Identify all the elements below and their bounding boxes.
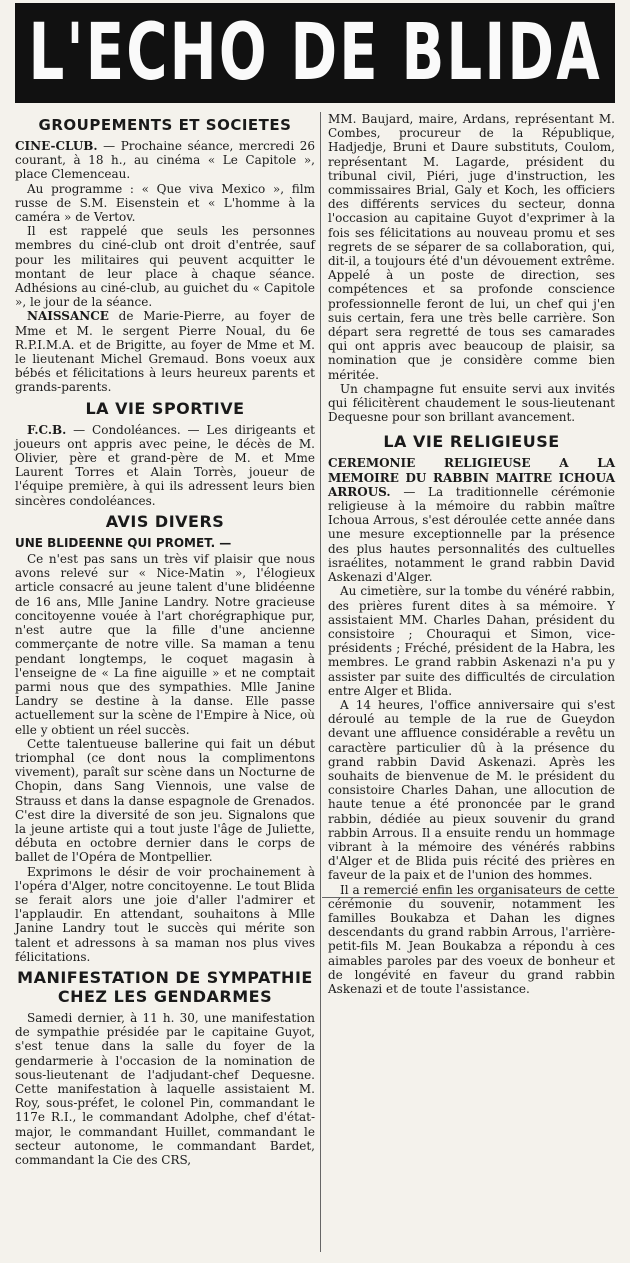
religieuse-paragraph-2: Au cimetière, sur la tombe du vénéré rabbin, des prières furent dites à sa mémoire. Y assistaient MM. Charles Dahan, président du consistoire ; Chouraqui et Simon, vice-présidents ; Fréché, président de la Habra, les membres. Le grand rabbin Askenazi n'a pu y assister par suite des difficultés de circulation entre Alger et Blida. — [328, 584, 615, 698]
naissance-paragraph — [15, 309, 315, 394]
masthead-title: L'ECHO DE BLIDA — [28, 8, 602, 98]
cineclub-programme: Au programme : « Que viva Mexico », film russe de S.M. Eisenstein et « L'homme à la caméra » de Vertov. — [15, 181, 315, 225]
sportive-paragraph — [15, 423, 315, 508]
cineclub-lead: CINE-CLUB. — [15, 139, 98, 153]
sportive-text: — Condoléances. — Les dirigeants et joueurs ont appris avec peine, le décès de M. Olivier, père et grand-père de M. et Mme Laurent Torres et Alain Torrès, joueur de l'équipe première, à qui ils adressent leurs bien sincères condoléances. — [15, 422, 315, 508]
masthead — [15, 3, 615, 103]
sportive-lead: F.C.B. — [27, 422, 67, 437]
naissance-lead: NAISSANCE — [27, 309, 109, 324]
column-divider — [320, 112, 321, 1252]
manifestation-title-2: CHEZ LES GENDARMES — [57, 986, 273, 1006]
right-column — [328, 112, 615, 996]
cineclub-text: — Prochaine séance, mercredi 26 courant, à 18 h., au cinéma « Le Capitole », place Clemenceau. — [15, 139, 315, 182]
cineclub-paragraph — [15, 139, 315, 182]
avis-paragraph-1: Ce n'est pas sans un très vif plaisir que nous avons relevé sur « Nice-Matin », l'élogieux article consacré au jeune talent d'une blidéenne de 16 ans, Mlle Janine Landry. Notre gracieuse concitoyenne vouée à l'art chorégraphique pur, n'est autre que la fille d'une ancienne commerçante de notre ville. Sa maman a tenu pendant longtemps, le coquet magasin à l'enseigne de « La fine aiguille » et ne comptait parmi nous que des sympathies. Mlle Janine Landry se destine à la danse. Elle passe actuellement sur la scène de l'Empire à Nice, où elle y obtient un réel succès. — [15, 552, 315, 737]
religieuse-title: LA VIE RELIGIEUSE — [383, 432, 560, 452]
religieuse-text-1: — La traditionnelle cérémonie religieuse à la mémoire du rabbin maître Ichoua Arrous, s'est déroulée cette année dans une mesure exceptionnelle par la présence des plus hautes personnalités des cultuelles israélites, notamment le grand rabbin David Askenazi d'Alger. — [328, 484, 615, 585]
religieuse-paragraph-3: A 14 heures, l'office anniversaire qui s'est déroulé au temple de la rue de Gueydon devant une affluence considérable a revêtu un caractère particulier dû à la présence du grand rabbin David Askenazi. Après les souhaits de bienvenue de M. le président du consistoire Charles Dahan, une allocution de haute tenue a été prononcée par le grand rabbin, dédiée au pieux souvenir du grand rabbin Arrous. Il a ensuite rendu un hommage vibrant à la mémoire des vénérés rabbins d'Alger et de Blida puis récité des prières en faveur de la paix et de l'union des hommes. — [328, 697, 615, 883]
cineclub-rappel: Il est rappelé que seuls les personnes membres du ciné-club ont droit d'entrée, sauf pour les militaires qui peuvent acquitter le montant de leur place à chaque séance. Adhésions au ciné-club, au guichet du « Capitole », le jour de la séance. — [15, 224, 315, 310]
manifestation-paragraph-1: Samedi dernier, à 11 h. 30, une manifestation de sympathie présidée par le capitaine Guyot, s'est tenue dans la salle du foyer de la gendarmerie à l'occasion de la nomination de sous-lieutenant de l'adjudant-chef Dequesne. Cette manifestation à laquelle assistaient M. Roy, sous-préfet, le colonel Pin, commandant le 117e R.I., le commandant Adolphe, chef d'état-major, le commandant Huillet, commandant le secteur autonome, le commandant Bardet, commandant la Cie des CRS, — [15, 1010, 315, 1167]
manifestation-paragraph-2: MM. Baujard, maire, Ardans, représentant M. Combes, procureur de la République, Hadjedje, Bruni et Daure substituts, Coulom, représentant M. Lagarde, président du tribunal civil, Piéri, juge d'instruction, les commissaires Brial, Galy et Koch, les officiers des différents services du secteur, donna l'occasion au capitaine Guyot d'exprimer à la fois ses félicitations au nouveau promu et ses regrets de se séparer de sa collaboration, qui, dit-il, a toujours été d'un dévouement extrême. Appelé à un poste de direction, ses compétences et sa profonde conscience professionnelle feront de lui, un chef qui j'en suis certain, fera une très belle carrière. Son départ sera regretté de tous ses camarades qui ont appris avec beaucoup de plaisir, sa nomination que je considère comme bien méritée. — [328, 112, 615, 382]
avis-subtitle: UNE BLIDEENNE QUI PROMET. — — [15, 535, 232, 550]
religieuse-paragraph-1 — [328, 456, 615, 584]
left-column — [15, 112, 315, 1257]
avis-paragraph-3: Exprimons le désir de voir prochainement à l'opéra d'Alger, notre concitoyenne. Le tout Blida se ferait alors une joie d'aller l'admirer et l'applaudir. En attendant, souhaitons à Mlle Janine Landry tout le succès qui mérite son talent et adressons à sa maman nos plus vives félicitations. — [15, 864, 315, 964]
avis-title: AVIS DIVERS — [105, 511, 225, 531]
religieuse-paragraph-4: Il a remercié enfin les organisateurs de cette cérémonie du souvenir, notamment les familles Boukabza et Dahan les dignes descendants du grand rabbin Arrous, l'arrière-petit-fils M. Jean Boukabza a répondu à ces aimables paroles par des voeux de bonheur et de longévité en faveur du grand rabbin Askenazi et de toute l'assistance. — [328, 882, 615, 996]
manifestation-title-1: MANIFESTATION DE SYMPATHIE — [17, 967, 313, 987]
naissance-text: de Marie-Pierre, au foyer de Mme et M. le sergent Pierre Noual, du 6e R.P.I.M.A. et de Brigitte, au foyer de Mme et M. le lieutenant Michel Gremaud. Bons voeux aux bébés et félicitations à leurs heureux parents et grands-parents. — [15, 309, 315, 395]
sportive-title: LA VIE SPORTIVE — [85, 398, 245, 418]
avis-paragraph-2: Cette talentueuse ballerine qui fait un début triomphal (ce dont nous la complimentons vivement), paraît sur scène dans un Nocturne de Chopin, dans Sang Viennois, une valse de Strauss et dans la danse espagnole de Grenados. C'est dire la diversité de son jeu. Signalons que la jeune artiste qui a tout juste l'âge de Juliette, débuta en octobre dernier dans le corps de ballet de l'Opéra de Montpellier. — [15, 736, 315, 865]
religieuse-subtitle: CEREMONIE RELIGIEUSE A LA MEMOIRE DU RABBIN MAITRE ICHOUA ARROUS. — [328, 456, 615, 499]
groupements-title: GROUPEMENTS ET SOCIETES — [38, 116, 292, 134]
manifestation-paragraph-3: Un champagne fut ensuite servi aux invités qui félicitèrent chaudement le sous-lieutenant Dequesne pour son brillant avancement. — [328, 381, 615, 425]
